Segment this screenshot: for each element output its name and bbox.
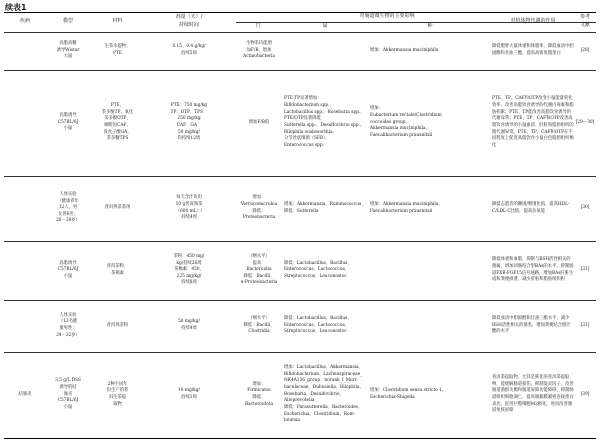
row-4-phylum: （纲水平） 提高： Bacteroidia 降低：Bacilli、 α-Proteobacteria (240, 253, 278, 286)
row-6-phylum: 增加： Firmicutes 降低： Bacteroidota (244, 381, 274, 407)
row-6-dose: 10 mg/kg/ 持续1周 (178, 388, 200, 400)
row-4-dose: 茶粉：450 mg/ kg/持续26周 茶褐素：450、 225 mg/kg/ 持续8周 (173, 253, 205, 286)
row-2-phylum: 增加F/B值 (248, 119, 270, 125)
row-2-dose: PTE：750 mg/kg TP、OTP、TPS： 250 mg/kg CAF、GA： 50 mg/kg/ 均持续12周 (170, 103, 208, 142)
row-3-genus: 增加：Akkermansia、Ruminococcus、 降低：Sutterella (284, 201, 366, 214)
row-6-genus: 增加：Lactobacillus、Akkermansia、 Bifidobacterium、Lachnospiraceae_ NK4A136_group、norank_f_Muri- baculaceae、Dubosiella、Bilophila、 Roseburia、Desulfovibrio、Alloprevotella 降低：Parasutterella、Bacteroides、 Escherichia、Clostridium、Rom- boutsia (284, 365, 364, 424)
header-dose: 剂量（天）/ 持续时间 (175, 14, 203, 28)
row-2-ref: [29－30] (575, 119, 595, 125)
row-4-model: 高脂诱导 C57BL/6J 小鼠 (57, 260, 79, 279)
row-3-model: 人体实验 （健康青年 12人，男 女各6名； 20－30岁） (56, 191, 80, 224)
row-2-effect: PTE、TP、CAF和OTP改变小鼠能量转化效率，改善高脂饮食诱导的代谢内毒素和脂肪积累；PTE、TP能改善高脂饮食诱导的代谢异常；PTE、TP、CAF和OTP改善高脂饮食诱导的小鼠血清、肝脏和脂肪组织的脂代谢异常。PTE、TP、CAF和OTP在不同程度上促进高脂饮食小鼠白色脂肪组织褐化 (492, 96, 574, 148)
header-model: 模型 (62, 18, 73, 25)
row-4-species (370, 241, 490, 300)
disease-colitis: 结肠炎 (18, 391, 32, 397)
row-2-model: 高脂诱导 C57BL/6J 小鼠 (57, 113, 79, 132)
row-3-species: 增加：Akkermansia muciniphila、 Faecalibacterium prausnitzii (370, 201, 443, 214)
row-3-dose: 每天含汁饮用 10 g普洱熟茶 （600 mL）/ 持续4周 (175, 195, 203, 221)
row-5-material: 普洱熟茶粉 (106, 322, 129, 328)
row-5-ref: [31] (580, 322, 590, 328)
row-5-species (370, 300, 490, 352)
row-2-species: 增加： Eubacterium rectale/Clostridium coccoides group、 Akkermansia muciniphila、 Faecalibacterium prausnitzii (370, 106, 442, 138)
header-host-effect: 对机体物代谢的作用 (510, 18, 556, 25)
row-4-ref: [31] (580, 267, 590, 273)
row-6-species: 增加：Clostridium sensu stricto 1、 Escherichia-Shigella (370, 388, 447, 400)
row-3-effect: 降低志愿者的腰围/臀围比值，提高HDL-C/LDL-C比值，提高抗氧能 (492, 201, 570, 214)
row-1-ref: [28] (580, 47, 590, 53)
row-4-effect: 降低体重和血脂，抑制与BSH活性相关的菌属，增加回肠结合型BAs的水平，抑制肠道FXR-FGF15信号通路，增加BAs肝脏生成和粪便排泄，减少肝脏和脂肪组织积 (492, 257, 574, 283)
row-4-genus: 降低：Lactobacillus、Bacillus、 Enterococcus、Lactococcus、 Streptococcus、Leuconostoc (284, 260, 352, 279)
row-5-phylum: （纲水平） 降低：Bacilli、 Clostridia (243, 316, 275, 335)
row-3-phylum: 增加： Verrucomicrobia 降低： Proteobacteria (240, 195, 278, 221)
table-caption: 续表1 (5, 3, 27, 12)
row-5-effect: 降低血清中胆固醇和甘油三酯水平，减少BSH活性相关的菌类，增加粪便结合胆汁酸的水平 (492, 316, 571, 335)
row-1-model: 高脂高糖 诱导Wistar 大鼠 (56, 41, 80, 60)
row-3-material: 普洱熟茶茶汤 (104, 205, 131, 211)
header-effect-group: 对肠道微生物的主要影响 (359, 13, 415, 20)
row-1-genus (284, 32, 370, 70)
header-material: 材料 (112, 18, 123, 25)
row-1-phylum: 生物茶均能增 加F/B，增加 Actinobacteria (243, 41, 275, 60)
header-ref: 参考 文献 (579, 14, 590, 28)
header-genus: 属 (322, 23, 328, 30)
row-1-species: 增加：Akkermansia muciniphila (370, 47, 439, 53)
row-6-ref: [39] (580, 391, 590, 397)
row-5-dose: 50 mg/kg/ 持续4周 (178, 319, 200, 331)
header-disease: 疾病 (19, 18, 30, 25)
row-5-model: 人体实验 （13名健 康男性； 24－32岁） (56, 312, 80, 338)
row-2-material: PTE、 茶多酚TP、氧化 茶多酚OTP、 咖啡因CAF、 没食子酸GA、 茶多糖TPS (101, 103, 134, 142)
row-6-model: 3.5 g/L DSS 诱导的结 肠炎 C57BL/6J 小鼠 (55, 378, 81, 410)
row-6-material: 2种不同年 份生产的普 洱生茶提 取物 (106, 381, 129, 407)
header-species: 种 (427, 23, 433, 30)
bottom-rule (4, 438, 596, 439)
row-1-dose: 0.15、0.4 g/kg/ 持续5周 (172, 44, 206, 56)
header-phylum: 门 (255, 23, 261, 30)
row-6-effect: 普洱茶提取物，尤其是陈化的普洱茶提取物，能缓解肠道损伤，抑制促炎因子，改善肠道菌群失衡和肠道屏障功能障碍，抑制肠道组织细胞凋亡，提高肠黏膜紧密连接蛋白表达，促进巨噬细胞M2极化，进而改善肠道免疫屏障 (492, 375, 574, 414)
row-1-material: 生茶水提物、 PTE (104, 44, 131, 56)
row-1-effect: 降低肥胖大鼠体重和体脂率，降低血清中胆固醇和甘油三酯，提高高密度脂蛋白 (492, 44, 574, 56)
row-2-genus: PTE-TP显著增加： Bifidobacterium spp.、 Lactobacillus spp.、Roseburia spp.、 PTE/OTP显著降低： Sutterella spp.、Desulfovibrio spp.、 Bilophila wadsworthia、 分节丝状细菌（SFB）、 Enterococcus spp. (284, 96, 365, 148)
row-3-ref: [30] (580, 205, 590, 211)
row-4-material: 普洱茶粉、 茶褐素 (106, 263, 129, 276)
row-5-genus: 降低：Lactobacillus、Bacillus、 Enterococcus、Lactococcus、 Streptococcus、Leuconostoc (284, 316, 352, 335)
